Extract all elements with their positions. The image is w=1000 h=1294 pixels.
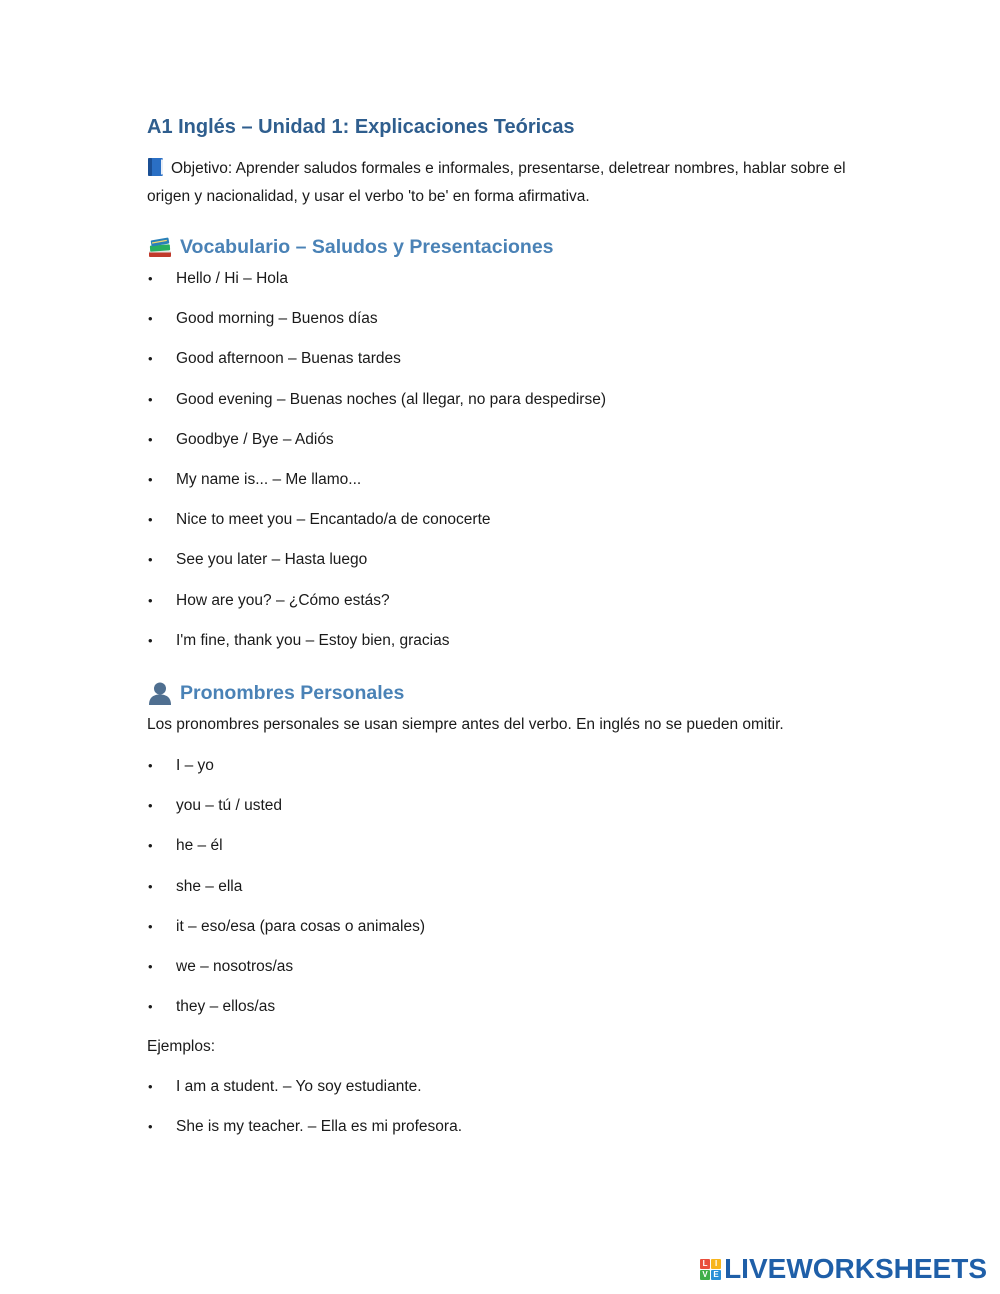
list-item: • we – nosotros/as xyxy=(147,956,425,996)
logo-text: LIVEWORKSHEETS xyxy=(724,1253,987,1284)
examples-label: Ejemplos: xyxy=(147,1038,216,1055)
list-item: • I am a student. – Yo soy estudiante. xyxy=(147,1076,462,1116)
bullet: • xyxy=(148,311,153,327)
bullet: • xyxy=(148,391,153,407)
bullet: • xyxy=(148,271,153,286)
bullet: • xyxy=(148,798,153,814)
list-item: • Hello / Hi – Hola xyxy=(147,268,606,308)
list-item: • it – eso/esa (para cosas o animales) xyxy=(147,916,425,956)
bullet: • xyxy=(148,758,153,773)
objective-text: Objetivo: Aprender saludos formales e informales, presentarse, deletrear nombres, hablar sobre el origen y nacionalidad, y usar el verbo 'to be' en forma afirmativa. xyxy=(147,160,846,205)
list-item: • Goodbye / Bye – Adiós xyxy=(147,429,606,469)
logo-mark xyxy=(700,1259,721,1280)
bullet: • xyxy=(148,471,153,487)
bullet: • xyxy=(148,512,153,528)
bullet: • xyxy=(148,1119,153,1135)
bullet: • xyxy=(148,958,153,974)
bullet: • xyxy=(148,431,153,447)
list-item: • she – ella xyxy=(147,876,425,916)
vocabulary-heading xyxy=(147,234,554,260)
list-item: • Nice to meet you – Encantado/a de conocerte xyxy=(147,509,606,549)
list-item: • I – yo xyxy=(147,755,425,795)
pronouns-list xyxy=(147,755,425,1036)
list-item: • Good morning – Buenos días xyxy=(147,308,606,348)
liveworksheets-logo[interactable] xyxy=(700,1254,987,1284)
logo-mark-letter: I xyxy=(711,1259,721,1269)
vocabulary-list xyxy=(147,268,606,670)
bullet: • xyxy=(148,999,153,1015)
list-item: • Good afternoon – Buenas tardes xyxy=(147,348,606,388)
list-item: • My name is... – Me llamo... xyxy=(147,469,606,509)
blue-book-icon xyxy=(147,157,165,177)
bullet: • xyxy=(148,552,153,568)
list-item: • I'm fine, thank you – Estoy bien, gracias xyxy=(147,630,606,670)
bullet: • xyxy=(148,351,153,367)
logo-mark-letter: E xyxy=(711,1270,721,1280)
bullet: • xyxy=(148,918,153,934)
examples-list xyxy=(147,1076,462,1156)
bullet: • xyxy=(148,878,153,894)
pronouns-intro: Los pronombres personales se usan siempre antes del verbo. En inglés no se pueden omitir. xyxy=(147,716,784,733)
list-item: • he – él xyxy=(147,835,425,875)
page-title: A1 Inglés – Unidad 1: Explicaciones Teóricas xyxy=(147,116,575,138)
list-item: • they – ellos/as xyxy=(147,996,425,1036)
list-item: • How are you? – ¿Cómo estás? xyxy=(147,590,606,630)
list-item: • you – tú / usted xyxy=(147,795,425,835)
objective-paragraph xyxy=(147,155,847,211)
list-item: • See you later – Hasta luego xyxy=(147,549,606,589)
bullet: • xyxy=(148,592,153,608)
vocabulary-heading-text: Vocabulario – Saludos y Presentaciones xyxy=(180,235,554,258)
logo-mark-letter: V xyxy=(700,1270,710,1280)
person-icon xyxy=(147,680,173,706)
books-icon xyxy=(147,234,173,260)
pronouns-heading xyxy=(147,680,404,706)
bullet: • xyxy=(148,1079,153,1094)
bullet: • xyxy=(148,838,153,854)
logo-mark-letter: L xyxy=(700,1259,710,1269)
list-item: • She is my teacher. – Ella es mi profesora. xyxy=(147,1116,462,1156)
pronouns-heading-text: Pronombres Personales xyxy=(180,681,405,704)
list-item: • Good evening – Buenas noches (al llegar, no para despedirse) xyxy=(147,389,606,429)
bullet: • xyxy=(148,632,153,648)
